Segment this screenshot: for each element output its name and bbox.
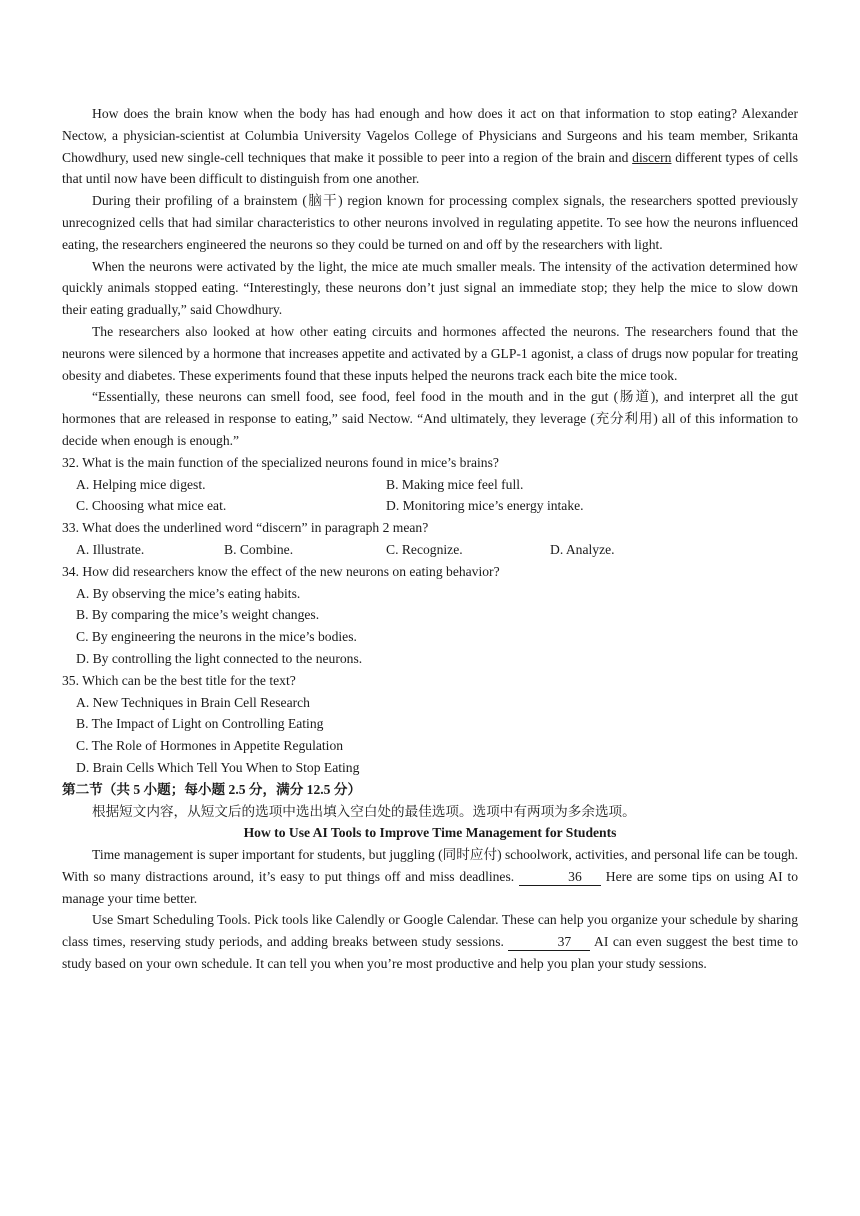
- option-d: D. By controlling the light connected to the neurons.: [76, 650, 363, 666]
- option-b: B. The Impact of Light on Controlling Eating: [76, 716, 324, 732]
- question-34: [62, 561, 798, 670]
- question-stem: 34. How did researchers know the effect of the new neurons on eating behavior?: [62, 563, 500, 579]
- option-b: B. Making mice feel full.: [386, 476, 524, 492]
- question-33: [62, 517, 798, 561]
- underlined-word-discern: discern: [632, 149, 672, 165]
- option-a: A. Illustrate.: [76, 541, 145, 557]
- option-a: A. New Techniques in Brain Cell Research: [76, 694, 310, 710]
- option-c: C. The Role of Hormones in Appetite Regulation: [76, 738, 344, 754]
- exam-page: [62, 103, 798, 975]
- option-c: C. Choosing what mice eat.: [76, 498, 227, 514]
- cloze-paragraph-1: Time management is super important for students, but juggling (同时应付) schoolwork, activities, and personal life can be tough. With so many distractions around, it’s easy to put things off and miss deadlines. 36 Here are some tips on using AI to manage your time better.: [62, 847, 798, 906]
- option-d: D. Monitoring mice’s energy intake.: [386, 498, 584, 514]
- passage-paragraph-4: The researchers also looked at how other eating circuits and hormones affected the neurons. The researchers found that the neurons were silenced by a hormone that increases appetite and activated by a GLP-1 agonist, a class of drugs now popular for treating obesity and diabetes. These experiments found that these inputs helped the neurons track each bite the mice took.: [62, 323, 798, 383]
- question-32: [62, 452, 798, 517]
- section-instructions: 根据短文内容，从短文后的选项中选出填入空白处的最佳选项。选项中有两项为多余选项。: [92, 803, 636, 819]
- section-heading: 第二节（共 5 小题；每小题 2.5 分，满分 12.5 分）: [62, 781, 362, 797]
- question-stem: 33. What does the underlined word “discern” in paragraph 2 mean?: [62, 520, 429, 536]
- blank-36: 36: [519, 869, 601, 886]
- passage-title: How to Use AI Tools to Improve Time Management for Students: [243, 825, 617, 841]
- question-35: [62, 670, 798, 779]
- option-d: D. Brain Cells Which Tell You When to Stop Eating: [76, 759, 360, 775]
- question-stem: 35. Which can be the best title for the text?: [62, 672, 296, 688]
- cloze-paragraph-2: Use Smart Scheduling Tools. Pick tools like Calendly or Google Calendar. These can help you organize your schedule by sharing class times, reserving study periods, and adding breaks between study sessions. 37 AI can even suggest the best time to study based on your own schedule. It can tell you when you’re most productive and help you plan your study sessions.: [62, 912, 799, 972]
- passage-paragraph-3: When the neurons were activated by the light, the mice ate much smaller meals. The intensity of the activation determined how quickly animals stopped eating. “Interestingly, these neurons don’t just signal an immediate stop; they help the mice to slow down their eating gradually,” said Chowdhury.: [62, 258, 798, 318]
- blank-37: 37: [508, 934, 590, 951]
- option-c: C. Recognize.: [386, 541, 463, 557]
- option-d: D. Analyze.: [550, 541, 615, 557]
- passage-paragraph-2: During their profiling of a brainstem (脑干) region known for processing complex signals, the researchers spotted previously unrecognized cells that had similar characteristics to other neurons involved in regulating appetite. To see how the neurons influenced eating, the researchers engineered the neurons so they could be turned on and off by the researchers with light.: [62, 193, 798, 252]
- option-b: B. Combine.: [224, 541, 294, 557]
- question-stem: 32. What is the main function of the specialized neurons found in mice’s brains?: [62, 454, 499, 470]
- option-c: C. By engineering the neurons in the mice’s bodies.: [76, 629, 357, 645]
- option-b: B. By comparing the mice’s weight changes.: [76, 607, 320, 623]
- option-a: A. Helping mice digest.: [76, 476, 206, 492]
- passage-paragraph-5: “Essentially, these neurons can smell food, see food, feel food in the mouth and in the gut (肠道), and interpret all the gut hormones that are released in response to eating,” said Nectow. “And ultimately, they leverage (充分利用) all of this information to decide when enough is enough.”: [62, 389, 798, 448]
- option-a: A. By observing the mice’s eating habits.: [76, 585, 301, 601]
- passage-paragraph-1: How does the brain know when the body has had enough and how does it act on that information to stop eating? Alexander Nectow, a physician-scientist at Columbia University Vagelos College of Physicians and Surgeons and his team member, Srikanta Chowdhury, used new single-cell techniques that make it possible to peer into a region of the brain and discern different types of cells that until now have been difficult to distinguish from one another.: [62, 106, 798, 187]
